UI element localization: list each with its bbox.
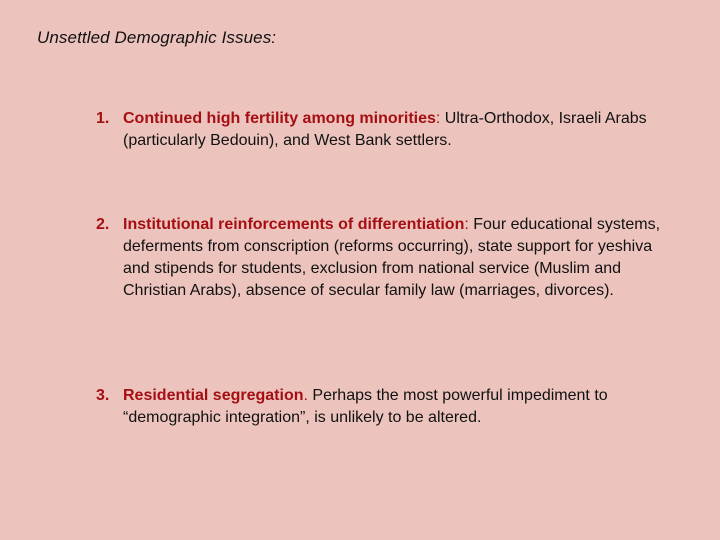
slide-title: Unsettled Demographic Issues: — [37, 28, 277, 47]
issue-text: Ultra-Orthodox, Israeli Arabs (particularly Bedouin), and West Bank settlers. — [123, 110, 647, 149]
issue-body — [123, 385, 676, 429]
issue-item-segregation — [96, 385, 676, 429]
issue-number: 3. — [96, 387, 110, 404]
issue-separator: . — [303, 387, 308, 404]
issue-item-fertility — [96, 108, 676, 152]
issue-separator: : — [464, 216, 469, 233]
issue-number: 1. — [96, 110, 110, 127]
issue-heading: Institutional reinforcements of differentiation — [123, 216, 465, 233]
issue-item-institutional — [96, 214, 676, 302]
issue-heading: Residential segregation — [123, 387, 304, 404]
issue-heading: Continued high fertility among minorities — [123, 110, 436, 127]
issue-number: 2. — [96, 216, 110, 233]
issue-separator: : — [435, 110, 441, 127]
issue-body — [123, 108, 676, 152]
issue-text: Perhaps the most powerful impediment to “demographic integration”, is unlikely to be altered. — [123, 387, 608, 426]
issue-body — [123, 214, 676, 302]
issue-text: Four educational systems, deferments from conscription (reforms occurring), state support for yeshiva and stipends for students, exclusion from national service (Muslim and Christian Arabs), absence of secular family law (marriages, divorces). — [123, 216, 661, 299]
